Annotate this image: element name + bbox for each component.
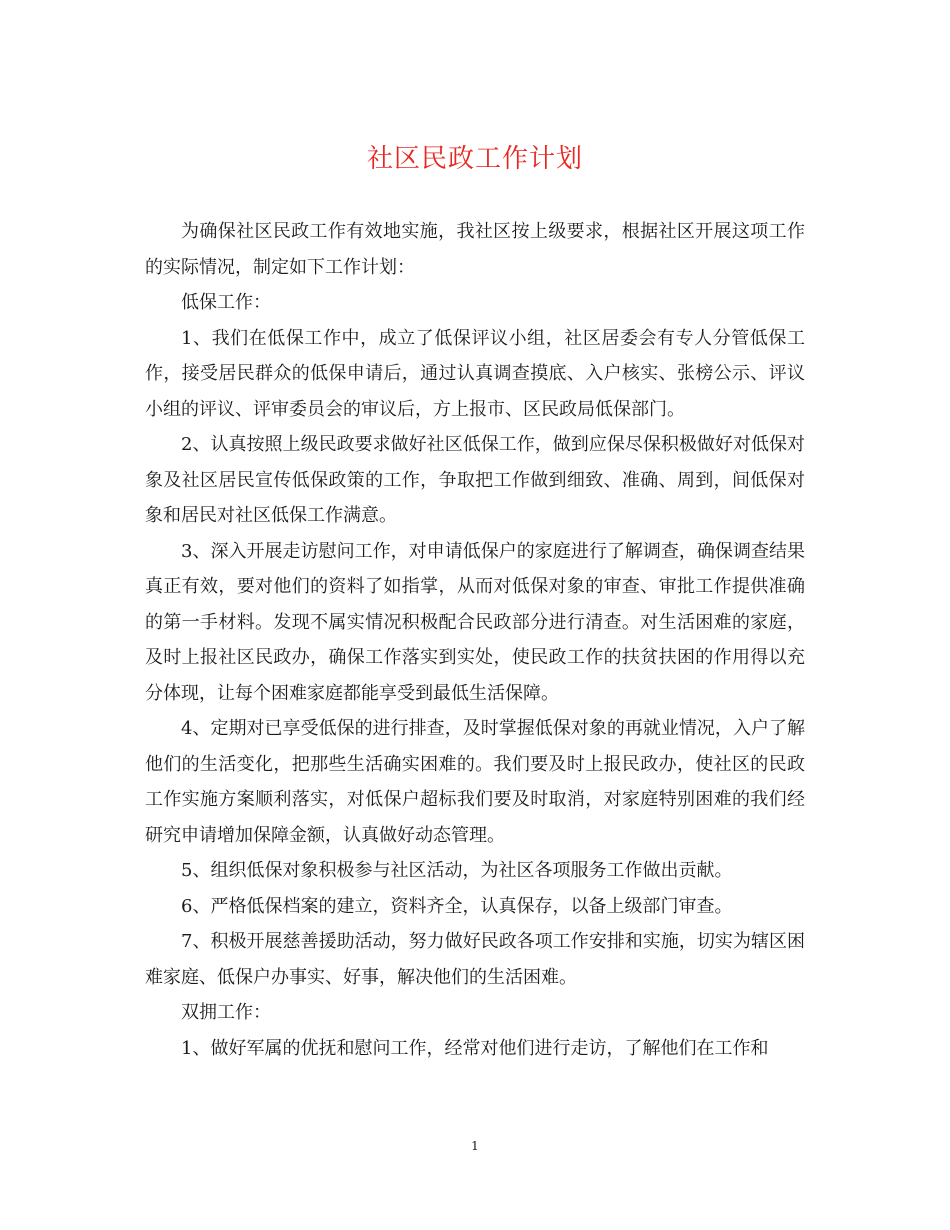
- intro-paragraph: 为确保社区民政工作有效地实施，我社区按上级要求，根据社区开展这项工作的实际情况，制定如下工作计划：: [145, 221, 805, 278]
- section-heading-low-income: 低保工作：: [181, 292, 271, 313]
- list-item: 3、深入开展走访慰问工作，对申请低保户的家庭进行了解调查，确保调查结果真正有效，要对他们的资料了如指掌，从而对低保对象的审查、审批工作提供准确的第一手材料。发现不属实情况积极配合民政部分进行清查。对生活困难的家庭，及时上报社区民政办，确保工作落实到实处，使民政工作的扶贫扶困的作用得以充分体现，让每个困难家庭都能享受到最低生活保障。: [145, 540, 805, 704]
- document-body: [145, 214, 805, 1066]
- list-item: 4、定期对已享受低保的进行排查，及时掌握低保对象的再就业情况，入户了解他们的生活变化，把那些生活确实困难的。我们要及时上报民政办，使社区的民政工作实施方案顺利落实，对低保户超标我们要及时取消，对家庭特别困难的我们经研究申请增加保障金额，认真做好动态管理。: [145, 718, 805, 846]
- list-item: 7、积极开展慈善援助活动，努力做好民政各项工作安排和实施，切实为辖区困难家庭、低保户办事实、好事，解决他们的生活困难。: [145, 931, 805, 988]
- list-item: 5、组织低保对象积极参与社区活动，为社区各项服务工作做出贡献。: [181, 860, 733, 881]
- list-item: 1、做好军属的优抚和慰问工作，经常对他们进行走访，了解他们在工作和: [181, 1037, 769, 1059]
- page-number: 1: [471, 1139, 479, 1153]
- section-heading-double-support: 双拥工作：: [181, 1002, 271, 1023]
- list-item: 2、认真按照上级民政要求做好社区低保工作，做到应保尽保积极做好对低保对象及社区居民宣传低保政策的工作，争取把工作做到细致、准确、周到，间低保对象和居民对社区低保工作满意。: [145, 434, 805, 526]
- document-title: 社区民政工作计划: [366, 144, 583, 174]
- list-item: 6、严格低保档案的建立，资料齐全，认真保存，以备上级部门审查。: [181, 895, 733, 917]
- list-item: 1、我们在低保工作中，成立了低保评议小组，社区居委会有专人分管低保工作，接受居民群众的低保申请后，通过认真调查摸底、入户核实、张榜公示、评议小组的评议、评审委员会的审议后，方上报市、区民政局低保部门。: [145, 327, 805, 420]
